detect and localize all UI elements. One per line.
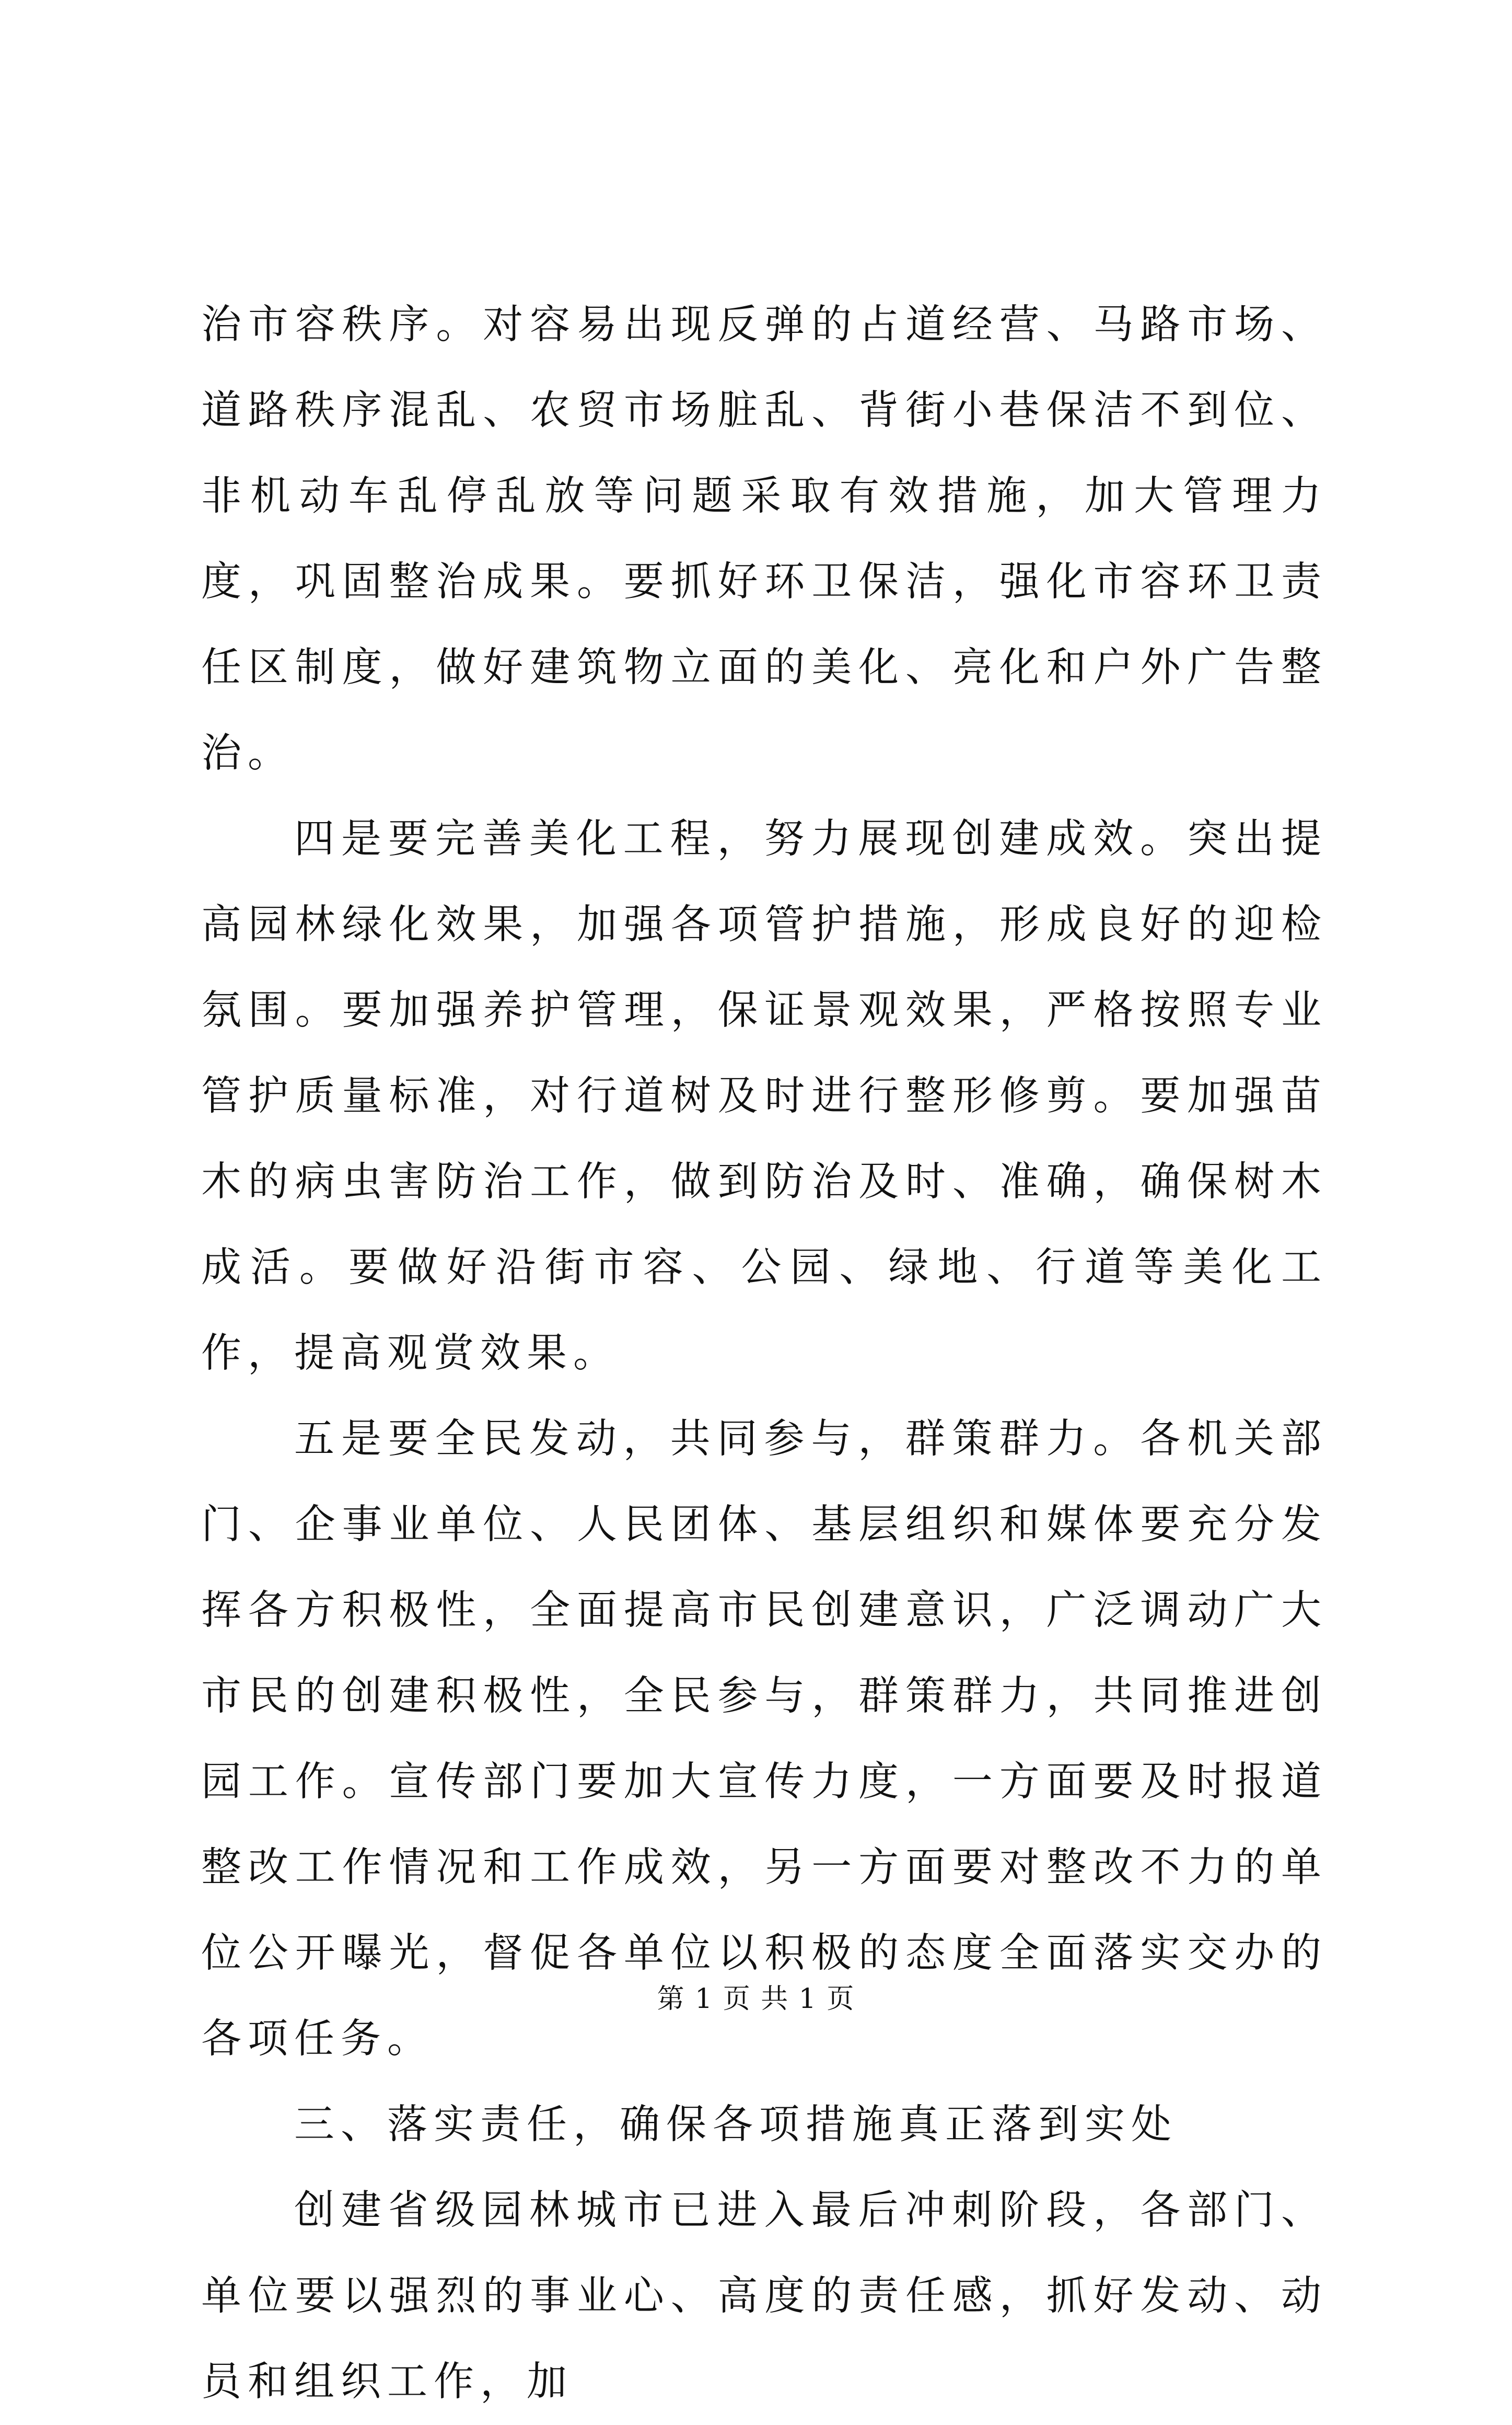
paragraph-public-mobilization: 五是要全民发动，共同参与，群策群力。各机关部门、企事业单位、人民团体、基层组织和媒体要充分发挥各方积极性，全面提高市民创建意识，广泛调动广大市民的创建积极性，全民参与，群策群力，共同推进创园工作。宣传部门要加大宣传力度，一方面要及时报道整改工作情况和工作成效，另一方面要对整改不力的单位公开曝光，督促各单位以积极的态度全面落实交办的各项任务。 xyxy=(201,1416,1328,2062)
paragraph-beautification-project: 四是要完善美化工程，努力展现创建成效。突出提高园林绿化效果，加强各项管护措施，形成良好的迎检氛围。要加强养护管理，保证景观效果，严格按照专业管护质量标准，对行道树及时进行整形修剪。要加强苗木的病虫害防治工作，做到防治及时、准确，确保树木成活。要做好沿街市容、公园、绿地、行道等美化工作，提高观赏效果。 xyxy=(201,816,1328,1377)
page-footer: 第 1 页 共 1 页 xyxy=(657,1983,855,2015)
section-heading-responsibility: 三、落实责任，确保各项措施真正落到实处 xyxy=(294,2101,1178,2148)
document-body xyxy=(201,282,1328,2425)
paragraph-city-order: 治市容秩序。对容易出现反弹的占道经营、马路市场、道路秩序混乱、农贸市场脏乱、背街小巷保洁不到位、非机动车乱停乱放等问题采取有效措施，加大管理力度，巩固整治成果。要抓好环卫保洁，强化市容环卫责任区制度，做好建筑物立面的美化、亮化和户外广告整治。 xyxy=(201,302,1328,777)
paragraph-final-sprint: 创建省级园林城市已进入最后冲刺阶段，各部门、单位要以强烈的事业心、高度的责任感，抓好发动、动员和组织工作，加 xyxy=(201,2187,1328,2405)
